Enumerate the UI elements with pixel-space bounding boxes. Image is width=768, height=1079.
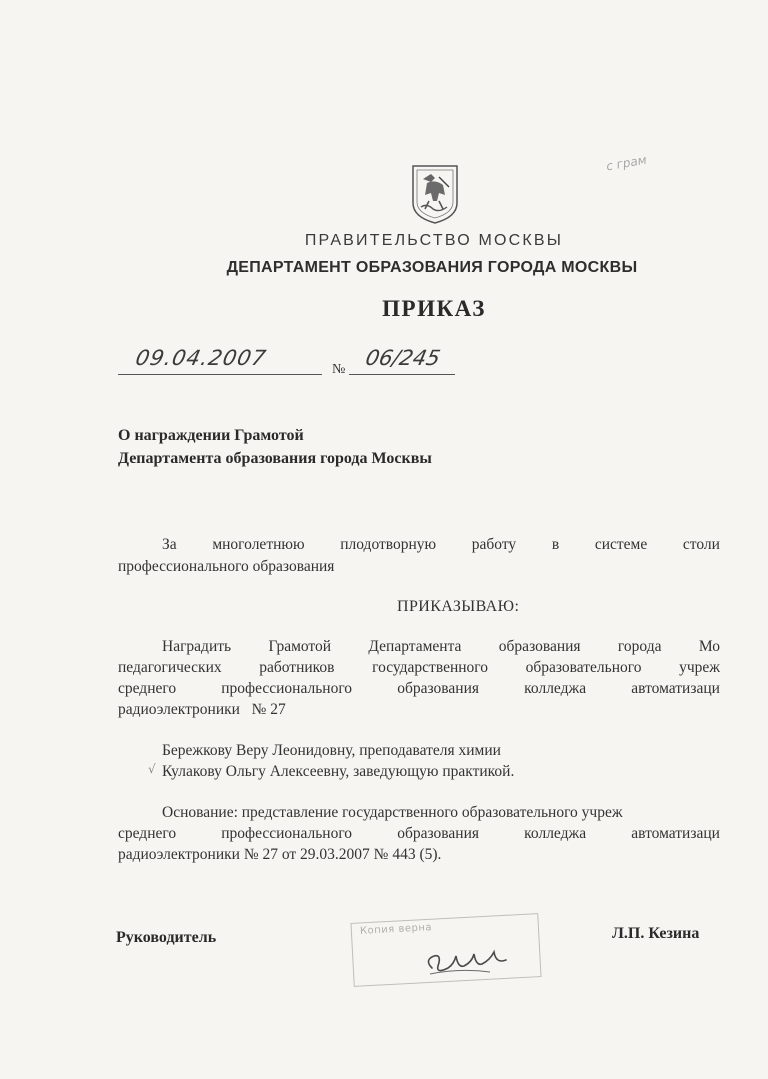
subject-line-1: О награждении Грамотой <box>118 427 304 444</box>
awardee-2: Кулакову Ольгу Алексеевну, заведующую практикой. <box>162 763 515 780</box>
signatory-position: Руководитель <box>116 929 217 946</box>
word: учреж <box>679 659 720 676</box>
basis-line-1: Основание: представление государственного образовательного учреж <box>162 804 623 821</box>
number-sign: № <box>332 362 346 377</box>
word: образовательного <box>525 659 642 676</box>
word: образования <box>397 680 479 697</box>
word: плодотворную <box>340 536 437 553</box>
basis-line-3: радиоэлектроники № 27 от 29.03.2007 № 443 (5). <box>118 846 442 863</box>
word: Мо <box>698 638 720 655</box>
word: среднего <box>118 825 177 842</box>
order-subject <box>118 424 432 470</box>
word: работников <box>259 659 335 676</box>
handwritten-signature-icon <box>420 938 520 982</box>
word: образования <box>498 638 581 655</box>
department-name: ДЕПАРТАМЕНТ ОБРАЗОВАНИЯ ГОРОДА МОСКВЫ <box>226 259 638 276</box>
word: автоматизаци <box>631 825 720 842</box>
word: образования <box>397 825 479 842</box>
word: профессионального <box>221 680 353 697</box>
basis-line-2 <box>118 823 720 844</box>
moscow-coat-of-arms-icon <box>409 163 461 225</box>
awardee-1: Бережкову Веру Леонидовну, преподавателя химии <box>162 742 501 759</box>
preamble-line-1 <box>162 534 720 555</box>
order-number: 06/245 <box>363 346 443 370</box>
word: столи <box>682 536 720 553</box>
date-underline <box>118 374 322 375</box>
word: многолетнюю <box>212 536 305 553</box>
decree-line-2 <box>118 657 720 678</box>
word: колледжа <box>524 680 587 697</box>
word: За <box>162 536 177 553</box>
government-name: ПРАВИТЕЛЬСТВО МОСКВЫ <box>304 232 564 249</box>
decree-line-1 <box>162 636 720 657</box>
decree-word: ПРИКАЗЫВАЮ: <box>397 598 520 615</box>
order-date: 09.04.2007 <box>133 346 269 370</box>
signatory-name: Л.П. Кезина <box>612 925 700 942</box>
document-title: ПРИКАЗ <box>382 296 486 321</box>
word: среднего <box>118 680 177 697</box>
word: колледжа <box>524 825 587 842</box>
word: Грамотой <box>268 638 332 655</box>
word: автоматизаци <box>631 680 720 697</box>
word: системе <box>594 536 648 553</box>
word: в <box>551 536 560 553</box>
corner-handwritten-note: с грам <box>605 152 648 174</box>
word: Наградить <box>162 638 232 655</box>
stamp-text: Копия верна <box>359 922 433 937</box>
decree-line-3 <box>118 678 720 699</box>
word: педагогических <box>118 659 222 676</box>
word: работу <box>471 536 517 553</box>
word: профессионального <box>221 825 353 842</box>
awardee-tick-mark: √ <box>148 762 156 776</box>
decree-line-4: радиоэлектроники № 27 <box>118 701 286 718</box>
number-underline <box>349 374 455 375</box>
preamble-line-2: профессионального образования <box>118 558 335 575</box>
word: города <box>617 638 662 655</box>
word: Департамента <box>368 638 462 655</box>
word: государственного <box>372 659 489 676</box>
subject-line-2: Департамента образования города Москвы <box>118 450 432 467</box>
